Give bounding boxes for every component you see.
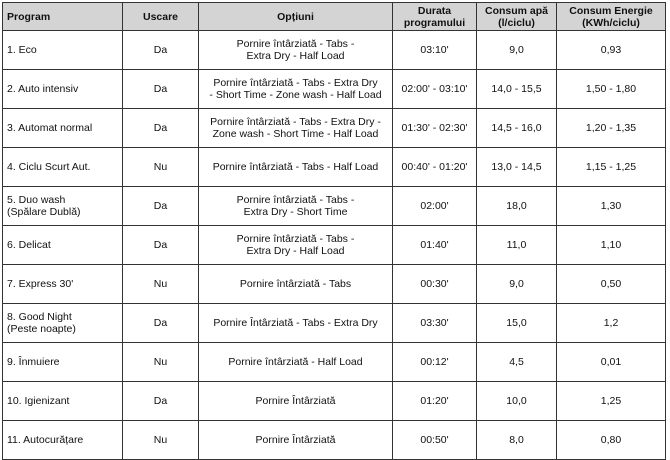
- durata-cell: 00:40' - 01:20': [393, 148, 477, 187]
- consum-energie-cell: 0,50: [557, 265, 666, 304]
- table-row: [3, 187, 666, 226]
- uscare-cell: Da: [123, 304, 199, 343]
- program-cell-line: 5. Duo wash: [7, 194, 66, 206]
- consum-apa-cell: 9,0: [477, 31, 557, 70]
- header-apa-line: (l/ciclu): [498, 16, 535, 29]
- header-apa-line: Consum apă: [484, 4, 548, 17]
- consum-apa-cell: 11,0: [477, 226, 557, 265]
- optiuni-cell-line: Pornire întârziată - Half Load: [228, 356, 363, 368]
- table-row: [3, 382, 666, 421]
- program-cell: [3, 382, 123, 421]
- optiuni-cell: [199, 304, 393, 343]
- uscare-cell: Da: [123, 187, 199, 226]
- optiuni-cell: [199, 421, 393, 460]
- consum-energie-cell: 1,2: [557, 304, 666, 343]
- table-row: [3, 148, 666, 187]
- optiuni-cell-line: - Short Time - Zone wash - Half Load: [209, 89, 382, 101]
- optiuni-cell-line: Pornire Întârziată: [255, 434, 336, 446]
- header-durata: [393, 3, 477, 31]
- durata-cell: 00:12': [393, 343, 477, 382]
- program-cell: [3, 187, 123, 226]
- optiuni-cell-line: Pornire întârziată - Tabs -: [236, 233, 355, 245]
- program-cell-line: (Spălare Dublă): [7, 206, 81, 218]
- uscare-cell: Nu: [123, 421, 199, 460]
- program-cell: [3, 304, 123, 343]
- consum-energie-cell: 1,25: [557, 382, 666, 421]
- program-cell-line: 7. Express 30': [7, 278, 74, 290]
- optiuni-cell-line: Pornire întârziată - Tabs - Extra Dry: [213, 77, 378, 89]
- consum-apa-cell: 10,0: [477, 382, 557, 421]
- header-consum-energie: [557, 3, 666, 31]
- program-cell: [3, 109, 123, 148]
- optiuni-cell: [199, 382, 393, 421]
- uscare-cell: Da: [123, 70, 199, 109]
- optiuni-cell-line: Extra Dry - Half Load: [246, 50, 345, 62]
- uscare-cell: Da: [123, 226, 199, 265]
- uscare-cell: Da: [123, 109, 199, 148]
- program-cell-line: 1. Eco: [7, 44, 37, 56]
- program-table: [2, 2, 666, 460]
- program-cell: [3, 70, 123, 109]
- consum-apa-cell: 4,5: [477, 343, 557, 382]
- consum-energie-cell: 1,30: [557, 187, 666, 226]
- program-cell: [3, 421, 123, 460]
- optiuni-cell: [199, 265, 393, 304]
- consum-energie-cell: 0,80: [557, 421, 666, 460]
- uscare-cell: Da: [123, 31, 199, 70]
- table-row: [3, 31, 666, 70]
- header-uscare: Uscare: [123, 3, 199, 31]
- consum-apa-cell: 13,0 - 14,5: [477, 148, 557, 187]
- table-row: [3, 109, 666, 148]
- program-cell-line: 10. Igienizant: [7, 395, 70, 407]
- header-optiuni: Opțiuni: [199, 3, 393, 31]
- durata-cell: 01:40': [393, 226, 477, 265]
- consum-energie-cell: 1,20 - 1,35: [557, 109, 666, 148]
- program-cell-line: 6. Delicat: [7, 239, 51, 251]
- program-cell-line: 8. Good Night: [7, 311, 72, 323]
- uscare-cell: Nu: [123, 343, 199, 382]
- durata-cell: 00:50': [393, 421, 477, 460]
- program-cell-line: 11. Autocurățare: [7, 434, 84, 446]
- table-row: [3, 421, 666, 460]
- program-cell: [3, 343, 123, 382]
- header-durata-line: Durata: [417, 4, 452, 17]
- optiuni-cell: [199, 109, 393, 148]
- program-cell: [3, 265, 123, 304]
- durata-cell: 03:30': [393, 304, 477, 343]
- table-row: [3, 265, 666, 304]
- consum-apa-cell: 8,0: [477, 421, 557, 460]
- header-durata-line: programului: [403, 16, 466, 29]
- optiuni-cell-line: Extra Dry - Half Load: [246, 245, 345, 257]
- consum-apa-cell: 15,0: [477, 304, 557, 343]
- header-energie-line: Consum Energie: [569, 4, 653, 17]
- table-body: [3, 31, 666, 460]
- program-cell-line: 9. Înmuiere: [7, 356, 60, 368]
- program-cell: [3, 226, 123, 265]
- uscare-cell: Da: [123, 382, 199, 421]
- optiuni-cell: [199, 31, 393, 70]
- program-cell-line: 2. Auto intensiv: [7, 83, 79, 95]
- optiuni-cell: [199, 226, 393, 265]
- table-row: [3, 304, 666, 343]
- header-energie-line: (KWh/ciclu): [582, 16, 640, 29]
- optiuni-cell-line: Pornire Întârziată: [255, 395, 336, 407]
- consum-apa-cell: 18,0: [477, 187, 557, 226]
- optiuni-cell: [199, 70, 393, 109]
- consum-apa-cell: 9,0: [477, 265, 557, 304]
- optiuni-cell-line: Zone wash - Short Time - Half Load: [212, 128, 379, 140]
- consum-energie-cell: 1,10: [557, 226, 666, 265]
- optiuni-cell-line: Pornire întârziată - Tabs - Half Load: [212, 161, 379, 173]
- durata-cell: 02:00' - 03:10': [393, 70, 477, 109]
- optiuni-cell-line: Pornire întârziată - Tabs - Extra Dry -: [210, 116, 381, 128]
- consum-apa-cell: 14,5 - 16,0: [477, 109, 557, 148]
- consum-energie-cell: 0,01: [557, 343, 666, 382]
- table-row: [3, 70, 666, 109]
- program-cell-line: 3. Automat normal: [7, 122, 93, 134]
- uscare-cell: Nu: [123, 148, 199, 187]
- table-row: [3, 343, 666, 382]
- durata-cell: 02:00': [393, 187, 477, 226]
- program-cell-line: (Peste noapte): [7, 323, 76, 335]
- durata-cell: 00:30': [393, 265, 477, 304]
- consum-apa-cell: 14,0 - 15,5: [477, 70, 557, 109]
- optiuni-cell-line: Extra Dry - Short Time: [243, 206, 348, 218]
- program-cell: [3, 148, 123, 187]
- program-cell: [3, 31, 123, 70]
- optiuni-cell: [199, 343, 393, 382]
- consum-energie-cell: 0,93: [557, 31, 666, 70]
- optiuni-cell: [199, 187, 393, 226]
- consum-energie-cell: 1,15 - 1,25: [557, 148, 666, 187]
- durata-cell: 01:30' - 02:30': [393, 109, 477, 148]
- durata-cell: 01:20': [393, 382, 477, 421]
- header-row: [3, 3, 666, 31]
- optiuni-cell: [199, 148, 393, 187]
- table-row: [3, 226, 666, 265]
- uscare-cell: Nu: [123, 265, 199, 304]
- program-cell-line: 4. Ciclu Scurt Aut.: [7, 161, 91, 173]
- consum-energie-cell: 1,50 - 1,80: [557, 70, 666, 109]
- optiuni-cell-line: Pornire întârziată - Tabs -: [236, 194, 355, 206]
- optiuni-cell-line: Pornire întârziată - Tabs: [239, 278, 352, 290]
- header-program: Program: [3, 3, 123, 31]
- optiuni-cell-line: Pornire întârziată - Tabs -: [236, 38, 355, 50]
- header-consum-apa: [477, 3, 557, 31]
- optiuni-cell-line: Pornire Întârziată - Tabs - Extra Dry: [213, 317, 378, 329]
- durata-cell: 03:10': [393, 31, 477, 70]
